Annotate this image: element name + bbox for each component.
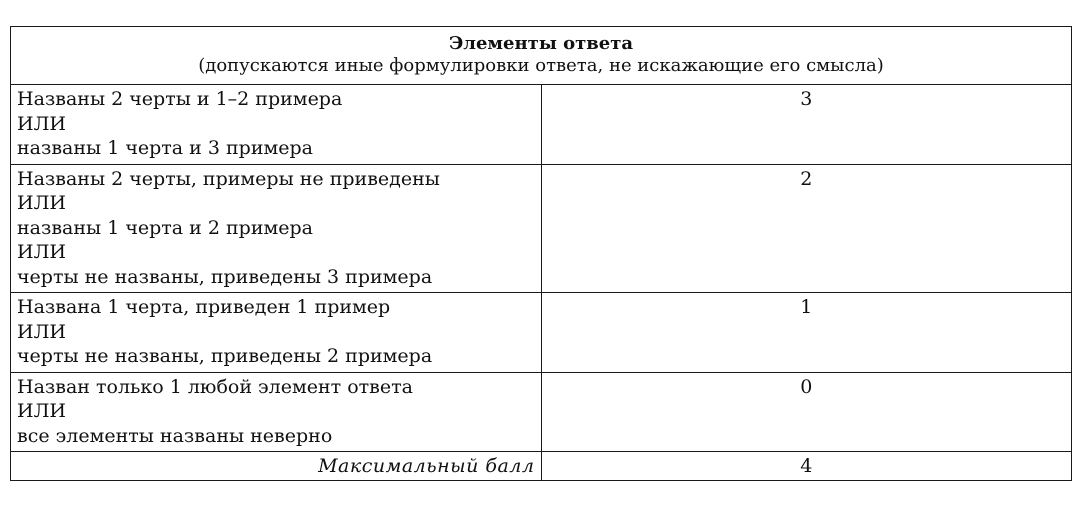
grading-criteria-table	[10, 26, 1072, 481]
score-cell: 3	[541, 85, 1072, 165]
score-cell: 1	[541, 293, 1072, 373]
criterion-line: ИЛИ	[17, 241, 66, 263]
max-score-label: Максимальный балл	[11, 452, 542, 481]
criterion-line: черты не названы, приведены 2 примера	[17, 345, 433, 367]
criterion-text-cell	[11, 164, 542, 293]
criterion-row-score-1	[11, 293, 1072, 373]
max-score-value: 4	[541, 452, 1072, 481]
criterion-line: ИЛИ	[17, 320, 66, 343]
header-cell	[11, 27, 1072, 85]
criterion-text-cell	[11, 293, 542, 373]
criterion-line: Названы 2 черты и 1–2 примера	[17, 88, 343, 110]
criterion-line: ИЛИ	[17, 192, 66, 214]
criterion-row-score-3	[11, 85, 1072, 165]
criterion-text-cell	[11, 85, 542, 165]
criterion-line: названы 1 черта и 3 примера	[17, 137, 314, 159]
criterion-line: все элементы названы неверно	[17, 424, 333, 447]
criterion-text-cell	[11, 372, 542, 452]
criterion-line: ИЛИ	[17, 400, 66, 422]
max-score-row	[11, 452, 1072, 481]
score-cell: 2	[541, 164, 1072, 293]
answer-elements-note: (допускаются иные формулировки ответа, не искажающие его смысла)	[198, 55, 884, 76]
criterion-line: названы 1 черта и 2 примера	[17, 216, 314, 239]
criterion-line: Названы 2 черты, примеры не приведены	[17, 167, 440, 190]
answer-elements-title: Элементы ответа	[448, 33, 634, 54]
criterion-line: Названа 1 черта, приведен 1 пример	[17, 296, 391, 318]
criterion-line: черты не названы, приведены 3 примера	[17, 265, 433, 288]
score-cell: 0	[541, 372, 1072, 452]
criterion-row-score-2	[11, 164, 1072, 293]
criterion-row-score-0	[11, 372, 1072, 452]
header-row	[11, 27, 1072, 85]
criterion-line: Назван только 1 любой элемент ответа	[17, 375, 413, 398]
criterion-line: ИЛИ	[17, 112, 66, 135]
